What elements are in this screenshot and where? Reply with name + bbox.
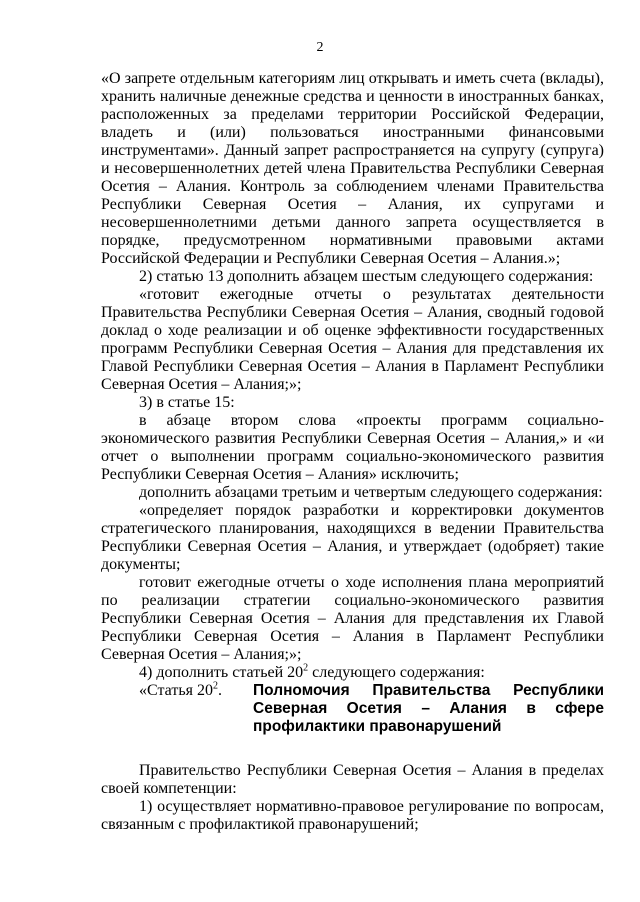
paragraph-item-3: 3) в статье 15:	[139, 394, 235, 411]
paragraph-item-3-abzac-3: «определяет порядок разработки и корректировки документов стратегического планирования, находящихся в ведении Правительства Республики Северная Осетия – Алания, и утверждает (одобряет) такие документы;	[101, 502, 604, 573]
document-body	[101, 70, 604, 834]
page-number: 2	[316, 40, 324, 55]
paragraph-item-3-abzac-2: в абзаце втором слова «проекты программ социально-экономического развития Республики Северная Осетия – Алания,» и «и отчет о выполнении программ социально-экономического развития Республики Северная Осетия – Алания» исключить;	[101, 412, 604, 483]
paragraph-item-3-add: дополнить абзацами третьим и четвертым следующего содержания:	[139, 484, 603, 501]
paragraph-item-4	[101, 664, 604, 682]
paragraph-item-2: 2) статью 13 дополнить абзацем шестым следующего содержания:	[139, 268, 594, 285]
item-4-suffix: следующего содержания:	[308, 664, 485, 681]
article-title: Полномочия Правительства Республики Северная Осетия – Алания в сфере профилактики правонарушений	[253, 682, 604, 735]
article-heading	[101, 682, 604, 736]
spacer	[101, 736, 604, 762]
paragraph-item-2-text: «готовит ежегодные отчеты о результатах деятельности Правительства Республики Северная Осетия – Алания, сводный годовой доклад о ходе реализации и об оценке эффективности государственных программ Республики Северная Осетия – Алания для представления их Главой Республики Северная Осетия – Алания в Парламент Республики Северная Осетия – Алания;»;	[101, 286, 604, 393]
paragraph-law-quote-end: «О запрете отдельным категориям лиц открывать и иметь счета (вклады), хранить наличные денежные средства и ценности в иностранных банках, расположенных за пределами территории Российской Федерации, владеть и (или) пользоваться иностранными финансовыми инструментами». Данный запрет распространяется на супругу (супруга) и несовершеннолетних детей члена Правительства Республики Северная Осетия – Алания. Контроль за соблюдением членами Правительства Республики Северная Осетия – Алания, их супругами и несовершеннолетними детьми данного запрета осуществляется в порядке, предусмотренном нормативными правовыми актами Российской Федерации и Республики Северная Осетия – Алания.»;	[101, 70, 604, 267]
item-4-prefix: 4) дополнить статьей 20	[139, 664, 304, 681]
paragraph-competence: Правительство Республики Северная Осетия – Алания в пределах своей компетенции:	[101, 762, 604, 797]
item-4-sup: 2	[303, 662, 309, 674]
paragraph-item-3-abzac-4: готовит ежегодные отчеты о ходе исполнения плана мероприятий по реализации стратегии социально-экономического развития Республики Северная Осетия – Алания для представления их Главой Республики Северная Осетия – Алания в Парламент Республики Северная Осетия – Алания;»;	[101, 574, 604, 663]
paragraph-competence-item-1: 1) осуществляет нормативно-правовое регулирование по вопросам, связанным с профилактикой правонарушений;	[101, 798, 604, 833]
article-label: «Статья $20^2$.	[139, 680, 222, 699]
